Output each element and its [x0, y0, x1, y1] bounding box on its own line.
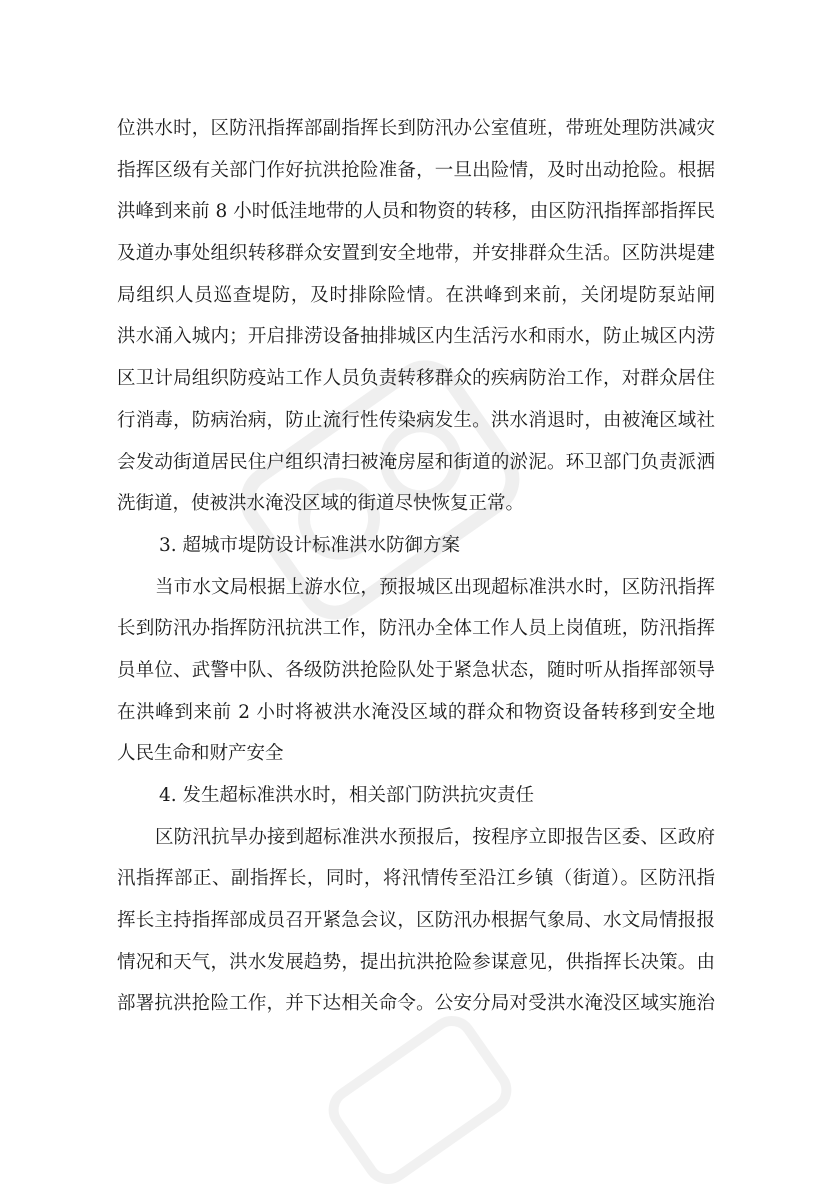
text-line: 人民生命和财产安全 — [117, 743, 284, 765]
section-heading — [117, 525, 715, 567]
text-line: 局组织人员巡查堤防，及时排除险情。在洪峰到来前，关闭堤防泵站闸 — [117, 284, 715, 306]
text-line: 区防汛抗旱办接到超标准洪水预报后，按程序立即报告区委、区政府 — [155, 826, 715, 848]
text-line: 洪峰到来前 8 小时低洼地带的人员和物资的转移，由区防汛指挥部指挥民 — [117, 201, 715, 223]
body-paragraph — [117, 817, 715, 1025]
body-paragraph — [117, 567, 715, 775]
text-line: 部署抗洪抢险工作，并下达相关命令。公安分局对受洪水淹没区域实施治 — [117, 993, 715, 1015]
text-line: 及道办事处组织转移群众安置到安全地带，并安排群众生活。区防洪堤建 — [117, 243, 715, 265]
text-line: 情况和天气，洪水发展趋势，提出抗洪抢险参谋意见，供指挥长决策。由 — [117, 951, 715, 973]
text-line: 当市水文局根据上游水位，预报城区出现超标准洪水时，区防汛指挥 — [155, 576, 715, 598]
text-line: 指挥区级有关部门作好抗洪抢险准备，一旦出险情，及时出动抢险。根据 — [117, 159, 715, 181]
text-line: 洗街道，使被洪水淹没区域的街道尽快恢复正常。 — [117, 493, 525, 515]
text-line: 洪水涌入城内；开启排涝设备抽排城区内生活污水和雨水，防止城区内涝 — [117, 326, 715, 348]
section-heading — [117, 775, 715, 817]
text-line: 汛指挥部正、副指挥长，同时，将汛情传至沿江乡镇（街道）。区防汛指 — [117, 868, 715, 890]
document-page — [117, 108, 715, 1025]
body-paragraph — [117, 108, 715, 525]
text-line: 长到防汛办指挥防汛抗洪工作，防汛办全体工作人员上岗值班，防汛指挥 — [117, 618, 715, 640]
text-line: 行消毒，防病治病，防止流行性传染病发生。洪水消退时，由被淹区域社 — [117, 409, 715, 431]
heading-text: 3. 超城市堤防设计标准洪水防御方案 — [159, 534, 461, 556]
text-line: 区卫计局组织防疫站工作人员负责转移群众的疾病防治工作，对群众居住 — [117, 368, 715, 390]
text-line: 位洪水时，区防汛指挥部副指挥长到防汛办公室值班，带班处理防洪减灾 — [117, 118, 715, 139]
watermark-logo-bottom — [312, 999, 528, 1201]
text-line: 挥长主持指挥部成员召开紧急会议，区防汛办根据气象局、水文局情报报 — [117, 910, 715, 932]
heading-text: 4. 发生超标准洪水时，相关部门防洪抗灾责任 — [159, 785, 535, 806]
text-line: 员单位、武警中队、各级防洪抢险队处于紧急状态，随时听从指挥部领导 — [117, 659, 715, 681]
text-line: 在洪峰到来前 2 小时将被洪水淹没区域的群众和物资设备转移到安全地 — [117, 701, 715, 723]
text-line: 会发动街道居民住户组织清扫被淹房屋和街道的淤泥。环卫部门负责派洒 — [117, 451, 715, 473]
